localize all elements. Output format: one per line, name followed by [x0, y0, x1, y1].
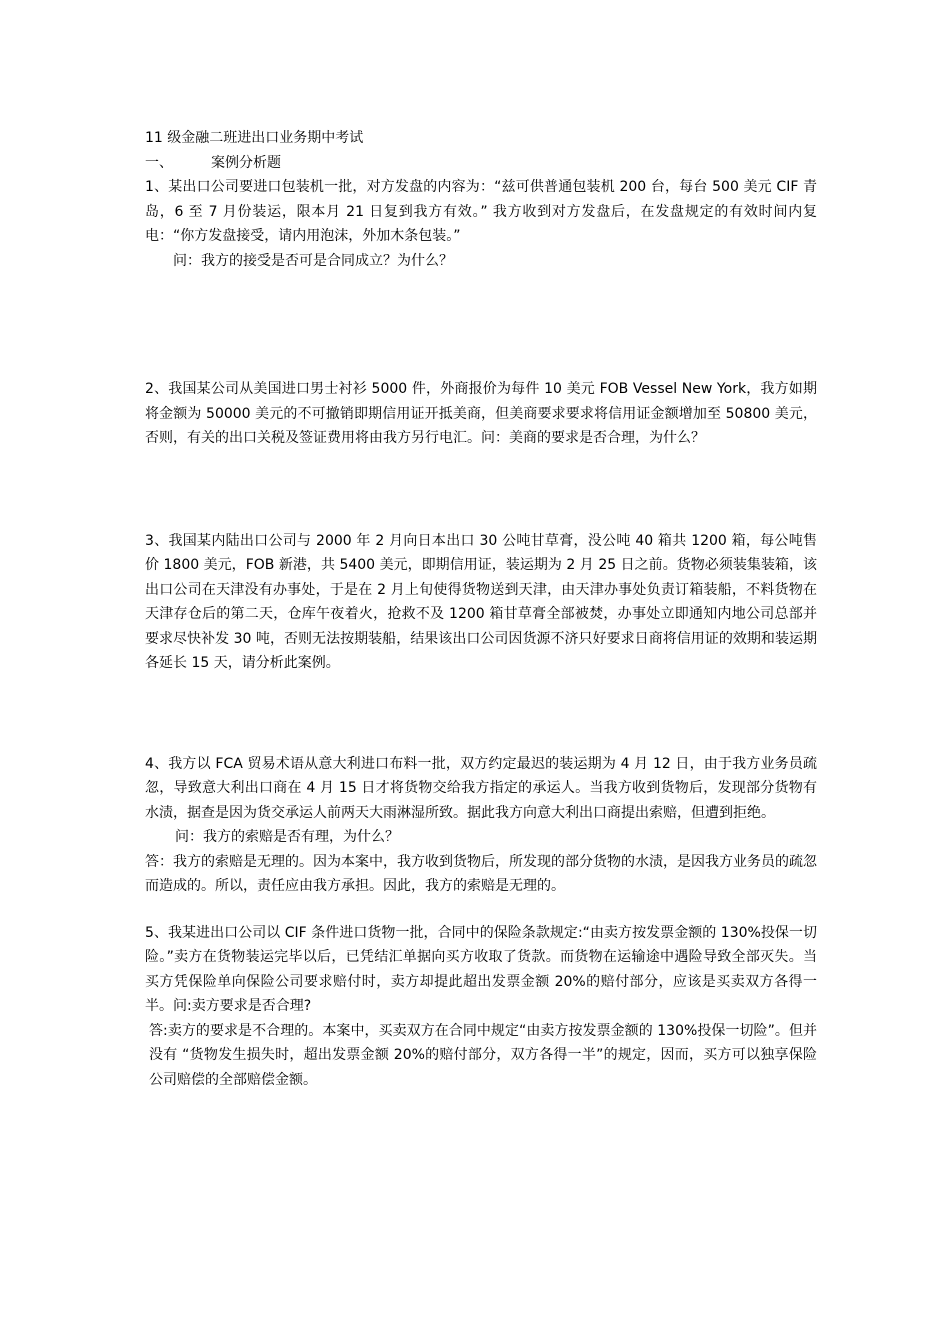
- case-5-text: 5、我某进出口公司以 CIF 条件进口货物一批，合同中的保险条款规定:“由卖方按发票金额的 130%投保一切险。”卖方在货物装运完毕以后，已凭结汇单据向买方收取了货款。而货物在运输途中遇险导致全部灭失。当买方凭保险单向保险公司要求赔付时，卖方却提此超出发票金额 20%的赔付部分，应该是买卖双方各得一半。问:卖方要求是否合理?: [145, 924, 817, 1014]
- case-4-text: 4、我方以 FCA 贸易术语从意大利进口布料一批，双方约定最迟的装运期为 4 月 12 日，由于我方业务员疏忽，导致意大利出口商在 4 月 15 日才将货物交给我方指定的承运人。当我方收到货物后，发现部分货物有水渍，据查是因为货交承运人前两天大雨淋湿所致。据此我方向意大利出口商提出索赔，但遭到拒绝。: [145, 755, 817, 821]
- document-page: [145, 126, 817, 1092]
- case-5: [145, 921, 817, 1093]
- case-4: [145, 752, 817, 899]
- case-3: [145, 529, 817, 676]
- section-label: 案例分析题: [211, 154, 281, 171]
- case-1: [145, 175, 817, 273]
- section-heading: [145, 151, 817, 176]
- case-3-text: 3、我国某内陆出口公司与 2000 年 2 月向日本出口 30 公吨甘草膏，没公吨 40 箱共 1200 箱，每公吨售价 1800 美元，FOB 新港，共 5400 美元，即期信用证，装运期为 2 月 25 日之前。货物必须装集装箱，该出口公司在天津没有办事处，于是在 2 月上旬使得货物送到天津，由天津办事处负责订箱装船，不料货物在天津存仓后的第二天，仓库午夜着火，抢救不及 1200 箱甘草膏全部被焚，办事处立即通知内地公司总部并要求尽快补发 30 吨，否则无法按期装船，结果该出口公司因货源不济只好要求日商将信用证的效期和装运期各延长 15 天，请分析此案例。: [145, 532, 817, 671]
- case-2: [145, 377, 817, 451]
- document-title: 11 级金融二班进出口业务期中考试: [145, 130, 364, 146]
- case-5-answer: 答:卖方的要求是不合理的。本案中，买卖双方在合同中规定“由卖方按发票金额的 130%投保一切险”。但并没有 “货物发生损失时，超出发票金额 20%的赔付部分，双方各得一半”的规定，因而，买方可以独享保险公司赔偿的全部赔偿金额。: [149, 1022, 817, 1088]
- case-2-text: 2、我国某公司从美国进口男士衬衫 5000 件，外商报价为每件 10 美元 FOB Vessel New York，我方如期将金额为 50000 美元的不可撤销即期信用证开抵美商，但美商要求要求将信用证金额增加至 50800 美元，否则，有关的出口关税及签证费用将由我方另行电汇。问：美商的要求是否合理，为什么？: [145, 381, 817, 446]
- case-4-question: 问：我方的索赔是否有理，为什么？: [175, 829, 399, 845]
- case-1-question: 问：我方的接受是否可是合同成立？为什么？: [173, 252, 453, 269]
- section-number: 一、: [145, 154, 173, 171]
- case-4-answer: 答：我方的索赔是无理的。因为本案中，我方收到货物后，所发现的部分货物的水渍，是因我方业务员的疏忽而造成的。所以，责任应由我方承担。因此，我方的索赔是无理的。: [145, 853, 817, 894]
- case-1-text: 1、某出口公司要进口包装机一批，对方发盘的内容为：“兹可供普通包装机 200 台，每台 500 美元 CIF 青岛，6 至 7 月份装运，限本月 21 日复到我方有效。” 我方收到对方发盘后，在发盘规定的有效时间内复电：“你方发盘接受，请内用泡沫，外加木条包装。”: [145, 179, 817, 244]
